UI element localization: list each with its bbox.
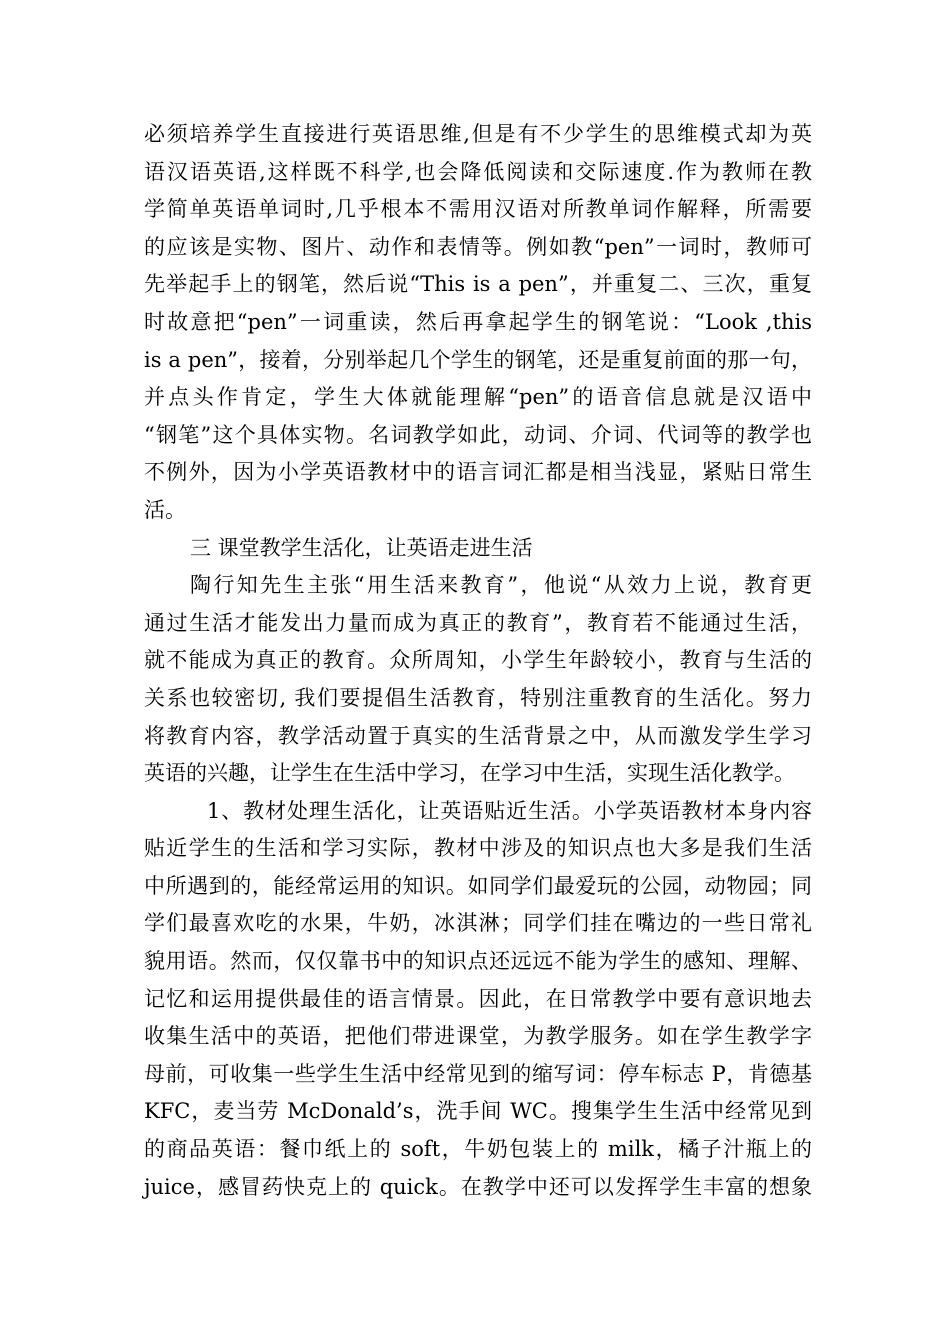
text-line-18: 英语的兴趣，让学生在生活中学习，在学习中生活，实现生活化教学。 <box>144 761 795 786</box>
text-line-29: juice，感冒药快克上的 quick。在教学中还可以发挥学生丰富的想象 <box>144 1174 812 1199</box>
body-text <box>144 116 812 1206</box>
text-line-25: 收集生活中的英语，把他们带进课堂，为教学服务。如在学生教学字 <box>144 1024 812 1049</box>
text-line-4: 的应该是实物、图片、动作和表情等。例如教“pen”一词时，教师可 <box>144 234 812 259</box>
text-line-8: 并点头作肯定，学生大体就能理解“pen”的语音信息就是汉语中 <box>144 385 812 410</box>
text-line-3: 学简单英语单词时,几乎根本不需用汉语对所教单词作解释，所需要 <box>144 197 812 222</box>
text-line-14: 通过生活才能发出力量而成为真正的教育”，教育若不能通过生活， <box>144 610 812 635</box>
text-line-23: 貌用语。然而，仅仅靠书中的知识点还远远不能为学生的感知、理解、 <box>144 949 812 974</box>
text-line-20: 贴近学生的生活和学习实际，教材中涉及的知识点也大多是我们生活 <box>144 836 812 861</box>
text-line-28: 的商品英语：餐巾纸上的 soft，牛奶包装上的 milk，橘子汁瓶上的 <box>144 1137 812 1162</box>
text-line-5: 先举起手上的钢笔，然后说“This is a pen”，并重复二、三次，重复 <box>144 272 812 297</box>
text-line-6: 时故意把“pen”一词重读，然后再拿起学生的钢笔说：“Look ,this <box>144 309 812 334</box>
text-line-22: 学们最喜欢吃的水果，牛奶，冰淇淋；同学们挂在嘴边的一些日常礼 <box>144 911 812 936</box>
text-line-21: 中所遇到的，能经常运用的知识。如同学们最爱玩的公园，动物园；同 <box>144 873 812 898</box>
text-line-16: 关系也较密切, 我们要提倡生活教育，特别注重教育的生活化。努力 <box>144 685 812 710</box>
subsection-line-1: 1、教材处理生活化，让英语贴近生活。小学英语教材本身内容 <box>207 798 812 823</box>
text-line-10: 不例外，因为小学英语教材中的语言词汇都是相当浅显，紧贴日常生 <box>144 460 812 485</box>
text-line-9: “钢笔”这个具体实物。名词教学如此，动词、介词、代词等的教学也 <box>144 422 812 447</box>
text-line-26: 母前，可收集一些学生生活中经常见到的缩写词：停车标志 P，肯德基 <box>144 1061 812 1086</box>
text-line-7: is a pen”，接着，分别举起几个学生的钢笔，还是重复前面的那一句， <box>144 347 812 372</box>
text-line-2: 语汉语英语,这样既不科学,也会降低阅读和交际速度.作为教师在教 <box>144 159 812 184</box>
text-line-24: 记忆和运用提供最佳的语言情景。因此，在日常教学中要有意识地去 <box>144 986 812 1011</box>
text-line-15: 就不能成为真正的教育。众所周知，小学生年龄较小，教育与生活的 <box>144 648 812 673</box>
text-line-13: 陶行知先生主张“用生活来教育”，他说“从效力上说，教育更 <box>190 573 812 598</box>
section-heading: 三 课堂教学生活化，让英语走进生活 <box>190 535 533 560</box>
text-line-17: 将教育内容，教学活动置于真实的生活背景之中，从而激发学生学习 <box>144 723 812 748</box>
text-line-27: KFC，麦当劳 McDonald’s，洗手间 WC。搜集学生生活中经常见到 <box>144 1099 812 1124</box>
text-line-11: 活。 <box>144 497 186 522</box>
text-line-1: 必须培养学生直接进行英语思维,但是有不少学生的思维模式却为英 <box>144 122 812 146</box>
